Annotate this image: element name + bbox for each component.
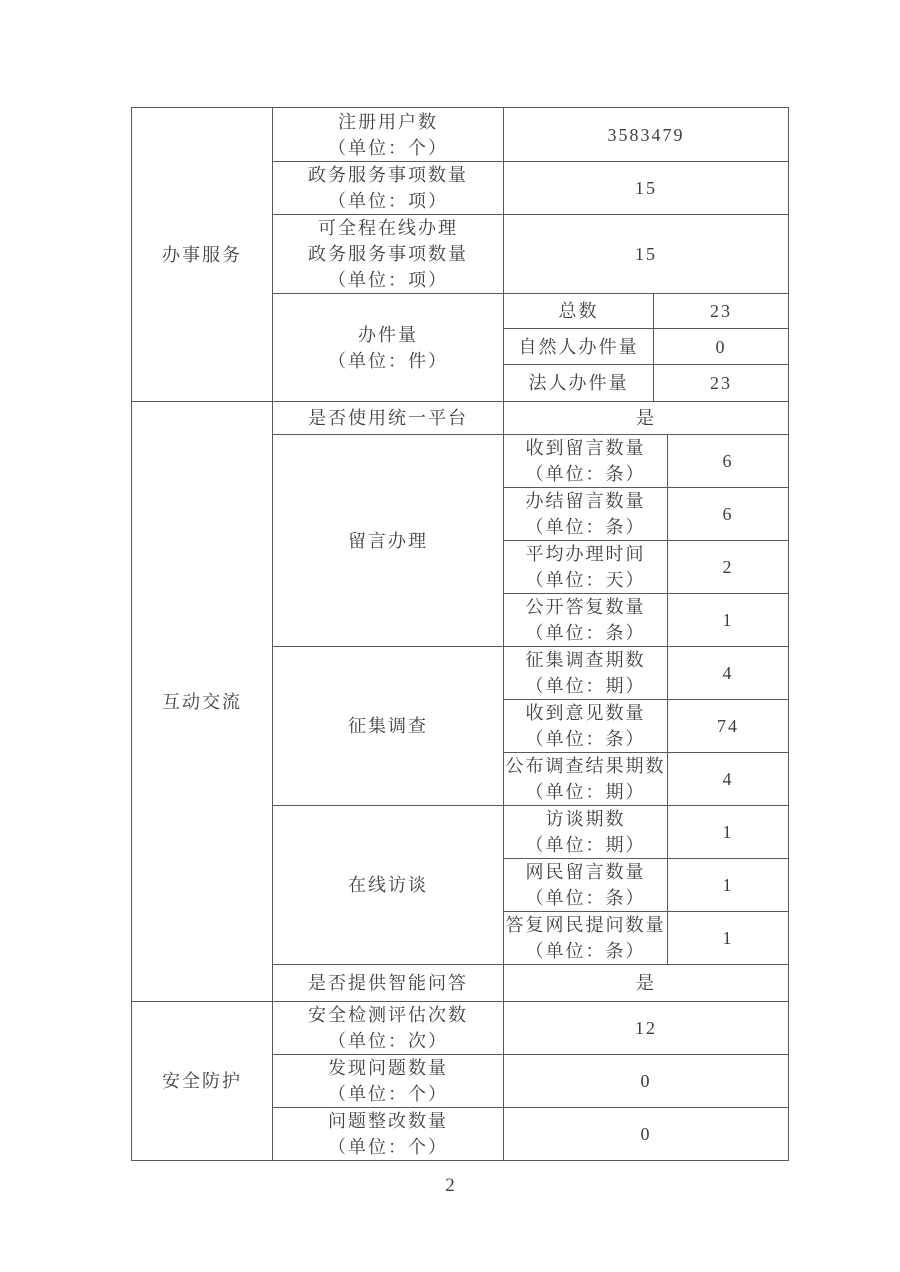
sublabel-cell-surveys-opinions [504, 700, 668, 753]
value-cell-surveys-published [668, 753, 789, 806]
metric-unit: （单位：个） [328, 1084, 448, 1104]
submetric-unit: （单位：条） [525, 517, 646, 537]
value-cell-interviews-replies [668, 912, 789, 965]
metric-label: 注册用户数 [338, 111, 438, 132]
label-cell-online-items [273, 215, 504, 294]
group-label-interaction: 互动交流 [162, 691, 242, 712]
table-row [132, 108, 789, 162]
group-cell-interaction [132, 402, 273, 1002]
label-cell-problems-found [273, 1055, 504, 1108]
metric-value: 12 [635, 1018, 657, 1038]
value-cell-cases-natural [654, 329, 789, 365]
submetric-unit: （单位：条） [525, 623, 646, 643]
label-cell-assessments [273, 1002, 504, 1055]
submetric-unit: （单位：期） [525, 676, 646, 696]
submetric-label: 法人办件量 [528, 373, 629, 393]
sublabel-cell-cases-legal [504, 365, 654, 402]
submetric-label: 平均办理时间 [525, 544, 646, 564]
value-cell-messages-public-replies [668, 594, 789, 647]
submetric-label: 访谈期数 [545, 809, 626, 829]
submetric-unit: （单位：条） [525, 464, 646, 484]
submetric-label: 公布调查结果期数 [505, 756, 666, 776]
value-cell-online-items [504, 215, 789, 294]
group-label-service: 办事服务 [162, 244, 242, 265]
value-cell-service-items [504, 162, 789, 215]
submetric-label: 答复网民提问数量 [505, 915, 666, 935]
value-cell-surveys-periods [668, 647, 789, 700]
sublabel-cell-messages-avg-time [504, 541, 668, 594]
metric-unit: （单位：次） [328, 1031, 448, 1051]
metric-label: 发现问题数量 [328, 1058, 448, 1078]
metric-value: 1 [722, 610, 734, 630]
metric-label: 可全程在线办理 [318, 218, 458, 238]
metric-value: 是 [636, 408, 656, 428]
sublabel-cell-surveys-periods [504, 647, 668, 700]
subgroup-label: 在线访谈 [348, 875, 428, 895]
metric-label: 问题整改数量 [328, 1111, 448, 1131]
sublabel-cell-cases-total [504, 294, 654, 329]
metric-value: 2 [722, 557, 734, 577]
submetric-unit: （单位：条） [525, 941, 646, 961]
metric-value: 15 [635, 178, 657, 198]
value-cell-smart-qa [504, 965, 789, 1002]
submetric-label: 总数 [558, 301, 599, 321]
value-cell-surveys-opinions [668, 700, 789, 753]
label-cell-cases [273, 294, 504, 402]
label-cell-interviews [273, 806, 504, 965]
sublabel-cell-interviews-replies [504, 912, 668, 965]
table-row [132, 1002, 789, 1055]
metric-value: 0 [640, 1071, 652, 1091]
label-cell-problems-fixed [273, 1108, 504, 1161]
report-table [131, 107, 789, 1161]
value-cell-unified-platform [504, 402, 789, 435]
metric-value: 是 [636, 973, 656, 993]
label-cell-surveys [273, 647, 504, 806]
metric-value: 0 [715, 336, 727, 357]
value-cell-messages-received [668, 435, 789, 488]
value-cell-interviews-periods [668, 806, 789, 859]
value-cell-messages-avg-time [668, 541, 789, 594]
metric-value: 0 [640, 1124, 652, 1144]
label-cell-smart-qa [273, 965, 504, 1002]
sublabel-cell-interviews-netizen-messages [504, 859, 668, 912]
metric-unit: （单位：项） [328, 191, 448, 211]
label-cell-messages [273, 435, 504, 647]
metric-unit: （单位：个） [328, 1137, 448, 1157]
value-cell-messages-completed [668, 488, 789, 541]
submetric-label: 收到留言数量 [525, 438, 646, 458]
sublabel-cell-surveys-published [504, 753, 668, 806]
submetric-label: 网民留言数量 [525, 862, 646, 882]
metric-unit: （单位：个） [328, 137, 448, 158]
sublabel-cell-messages-completed [504, 488, 668, 541]
metric-label: 政务服务事项数量 [308, 165, 468, 185]
metric-label: 是否使用统一平台 [308, 408, 468, 428]
metric-value: 4 [722, 769, 734, 789]
sublabel-cell-messages-received [504, 435, 668, 488]
metric-label: 政务服务事项数量 [308, 244, 468, 264]
submetric-label: 办结留言数量 [525, 491, 646, 511]
metric-value: 6 [722, 451, 734, 471]
value-cell-cases-total [654, 294, 789, 329]
metric-value: 1 [722, 928, 734, 948]
label-cell-unified-platform [273, 402, 504, 435]
metric-value: 6 [722, 504, 734, 524]
metric-value: 74 [717, 716, 739, 736]
value-cell-cases-legal [654, 365, 789, 402]
sublabel-cell-messages-public-replies [504, 594, 668, 647]
submetric-unit: （单位：期） [525, 835, 646, 855]
value-cell-problems-found [504, 1055, 789, 1108]
label-cell-service-items [273, 162, 504, 215]
subgroup-label: 留言办理 [348, 530, 428, 551]
metric-value: 1 [722, 875, 734, 895]
submetric-unit: （单位：条） [525, 729, 646, 749]
metric-label: 办件量 [358, 324, 418, 345]
value-cell-registered-users [504, 108, 789, 162]
value-cell-problems-fixed [504, 1108, 789, 1161]
sublabel-cell-cases-natural [504, 329, 654, 365]
metric-value: 3583479 [607, 124, 685, 145]
metric-unit: （单位：件） [328, 350, 448, 371]
sublabel-cell-interviews-periods [504, 806, 668, 859]
table-row [132, 402, 789, 435]
metric-value: 23 [710, 373, 732, 393]
submetric-unit: （单位：条） [525, 888, 646, 908]
submetric-label: 自然人办件量 [518, 336, 639, 357]
value-cell-interviews-netizen-messages [668, 859, 789, 912]
group-cell-service [132, 108, 273, 402]
page-number: 2 [445, 1175, 455, 1196]
label-cell-registered-users [273, 108, 504, 162]
metric-value: 4 [722, 663, 734, 683]
submetric-unit: （单位：天） [525, 570, 646, 590]
metric-value: 1 [722, 822, 734, 842]
submetric-label: 收到意见数量 [525, 703, 646, 723]
metric-unit: （单位：项） [328, 270, 448, 290]
subgroup-label: 征集调查 [348, 716, 428, 736]
metric-label: 安全检测评估次数 [308, 1005, 468, 1025]
submetric-label: 公开答复数量 [525, 597, 646, 617]
submetric-unit: （单位：期） [525, 782, 646, 802]
submetric-label: 征集调查期数 [525, 650, 646, 670]
value-cell-assessments [504, 1002, 789, 1055]
metric-value: 23 [710, 301, 732, 321]
group-cell-security [132, 1002, 273, 1161]
metric-value: 15 [635, 244, 657, 264]
group-label-security: 安全防护 [162, 1071, 242, 1091]
metric-label: 是否提供智能问答 [308, 973, 468, 993]
